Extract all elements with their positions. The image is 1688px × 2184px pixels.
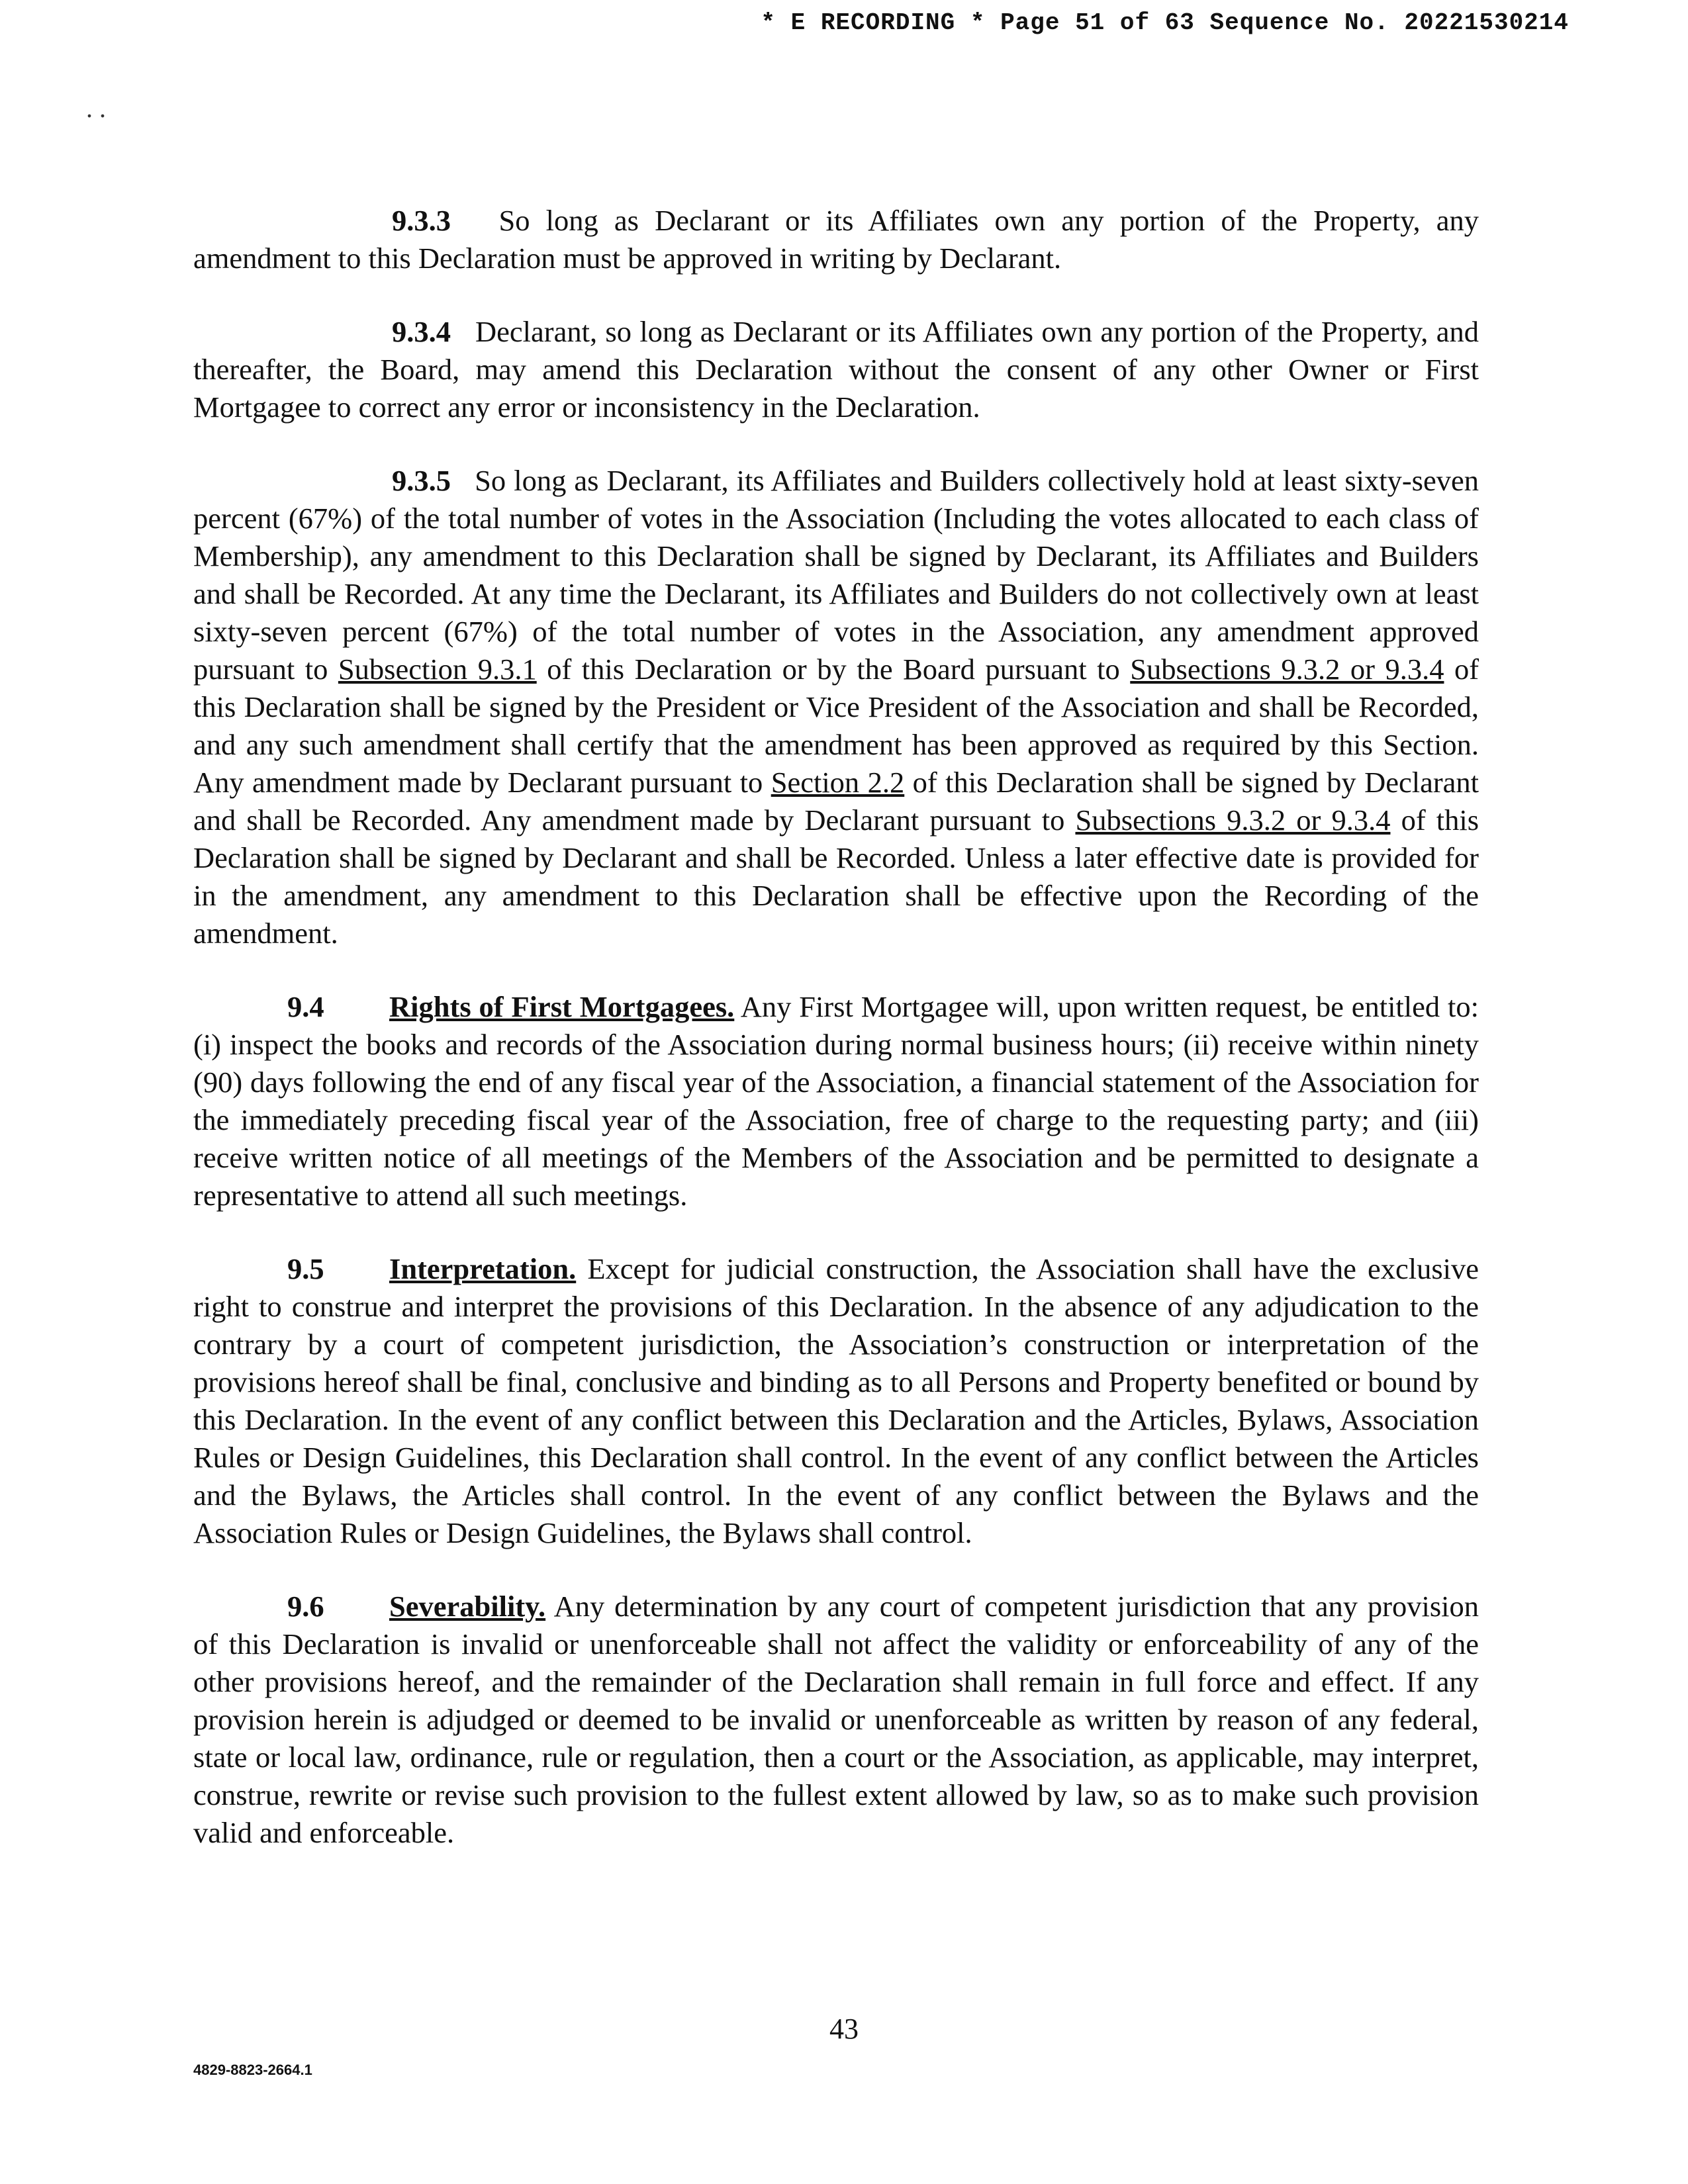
section-9-6 <box>193 1588 1479 1852</box>
section-heading: Interpretation. <box>389 1252 577 1285</box>
section-heading: Rights of First Mortgagees. <box>389 990 735 1023</box>
section-number: 9.3.5 <box>392 464 451 497</box>
section-text: of this Declaration or by the Board pursuant to <box>547 653 1120 686</box>
section-text: Any First Mortgagee will, upon written request, be entitled to: (i) inspect the books and records of the Association during normal business hours; (ii) receive within ninety (90) days following the end of any fiscal year of the Association, a financial statement of the Association for the immediately preceding fiscal year of the Association, free of charge to the requesting party; and (iii) receive written notice of all meetings of the Members of the Association and be permitted to designate a representative to attend all such meetings. <box>193 990 1479 1212</box>
cross-reference: Subsection 9.3.1 <box>338 653 537 686</box>
section-9-3-3 <box>193 202 1479 277</box>
section-9-3-5 <box>193 462 1479 952</box>
section-heading: Severability. <box>389 1590 546 1623</box>
section-text: Declarant, so long as Declarant or its Affiliates own any portion of the Property, and thereafter, the Board, may amend this Declaration without the consent of any other Owner or First Mortgagee to correct any error or inconsistency in the Declaration. <box>193 315 1479 424</box>
section-text: So long as Declarant or its Affiliates own any portion of the Property, any amendment to this Declaration must be approved in writing by Declarant. <box>193 204 1479 275</box>
section-9-5 <box>193 1250 1479 1552</box>
section-text: of this Declaration shall be signed by the President or Vice President of the Association and shall be Recorded, and any such amendment shall certify that the amendment has been approved as required by this Section. Any amendment made by Declarant pursuant to <box>193 653 1479 799</box>
page-number: 43 <box>829 2013 859 2045</box>
cross-reference: Section 2.2 <box>771 766 905 799</box>
section-text: of this Declaration shall be signed by Declarant and shall be Recorded. Any amendment made by Declarant pursuant to <box>193 766 1479 837</box>
recording-stamp: * E RECORDING * Page 51 of 63 Sequence No. 20221530214 <box>761 9 1569 36</box>
section-9-4 <box>193 988 1479 1214</box>
section-9-3-4 <box>193 313 1479 426</box>
section-number: 9.5 <box>287 1252 324 1285</box>
section-number: 9.3.3 <box>392 204 451 237</box>
section-text: Any determination by any court of competent jurisdiction that any provision of this Declaration is invalid or unenforceable shall not affect the validity or enforceability of any of the other provisions hereof, and the remainder of the Declaration shall remain in full force and effect. If any provision herein is adjudged or deemed to be invalid or unenforceable as written by reason of any federal, state or local law, ordinance, rule or regulation, then a court or the Association, as applicable, may interpret, construe, rewrite or revise such provision to the fullest extent allowed by law, so as to make such provision valid and enforceable. <box>193 1590 1479 1849</box>
document-body <box>193 202 1479 1888</box>
section-text: Except for judicial construction, the Association shall have the exclusive right to construe and interpret the provisions of this Declaration. In the absence of any adjudication to the contrary by a court of competent jurisdiction, the Association’s construction or interpretation of the provisions hereof shall be final, conclusive and binding as to all Persons and Property benefited or bound by this Declaration. In the event of any conflict between this Declaration and the Articles, Bylaws, Association Rules or Design Guidelines, this Declaration shall control. In the event of any conflict between the Articles and the Bylaws, the Articles shall control. In the event of any conflict between the Bylaws and the Association Rules or Design Guidelines, the Bylaws shall control. <box>193 1252 1479 1549</box>
section-text: of this Declaration shall be signed by Declarant and shall be Recorded. Unless a later effective date is provided for in the amendment, any amendment to this Declaration shall be effective upon the Recording of the amendment. <box>193 803 1479 950</box>
document-id: 4829-8823-2664.1 <box>193 2062 312 2078</box>
section-number: 9.3.4 <box>392 315 451 348</box>
section-number: 9.6 <box>287 1590 324 1623</box>
cross-reference: Subsections 9.3.2 or 9.3.4 <box>1075 803 1391 837</box>
cross-reference: Subsections 9.3.2 or 9.3.4 <box>1130 653 1444 686</box>
section-number: 9.4 <box>287 990 324 1023</box>
margin-specks: . . <box>86 93 106 123</box>
section-text: So long as Declarant, its Affiliates and Builders collectively hold at least sixty-seven percent (67%) of the total number of votes in the Association (Including the votes allocated to each class of Membership), any amendment to this Declaration shall be signed by Declarant, its Affiliates and Builders and shall be Recorded. At any time the Declarant, its Affiliates and Builders do not collectively own at least sixty-seven percent (67%) of the total number of votes in the Association, any amendment approved pursuant to <box>193 464 1479 686</box>
